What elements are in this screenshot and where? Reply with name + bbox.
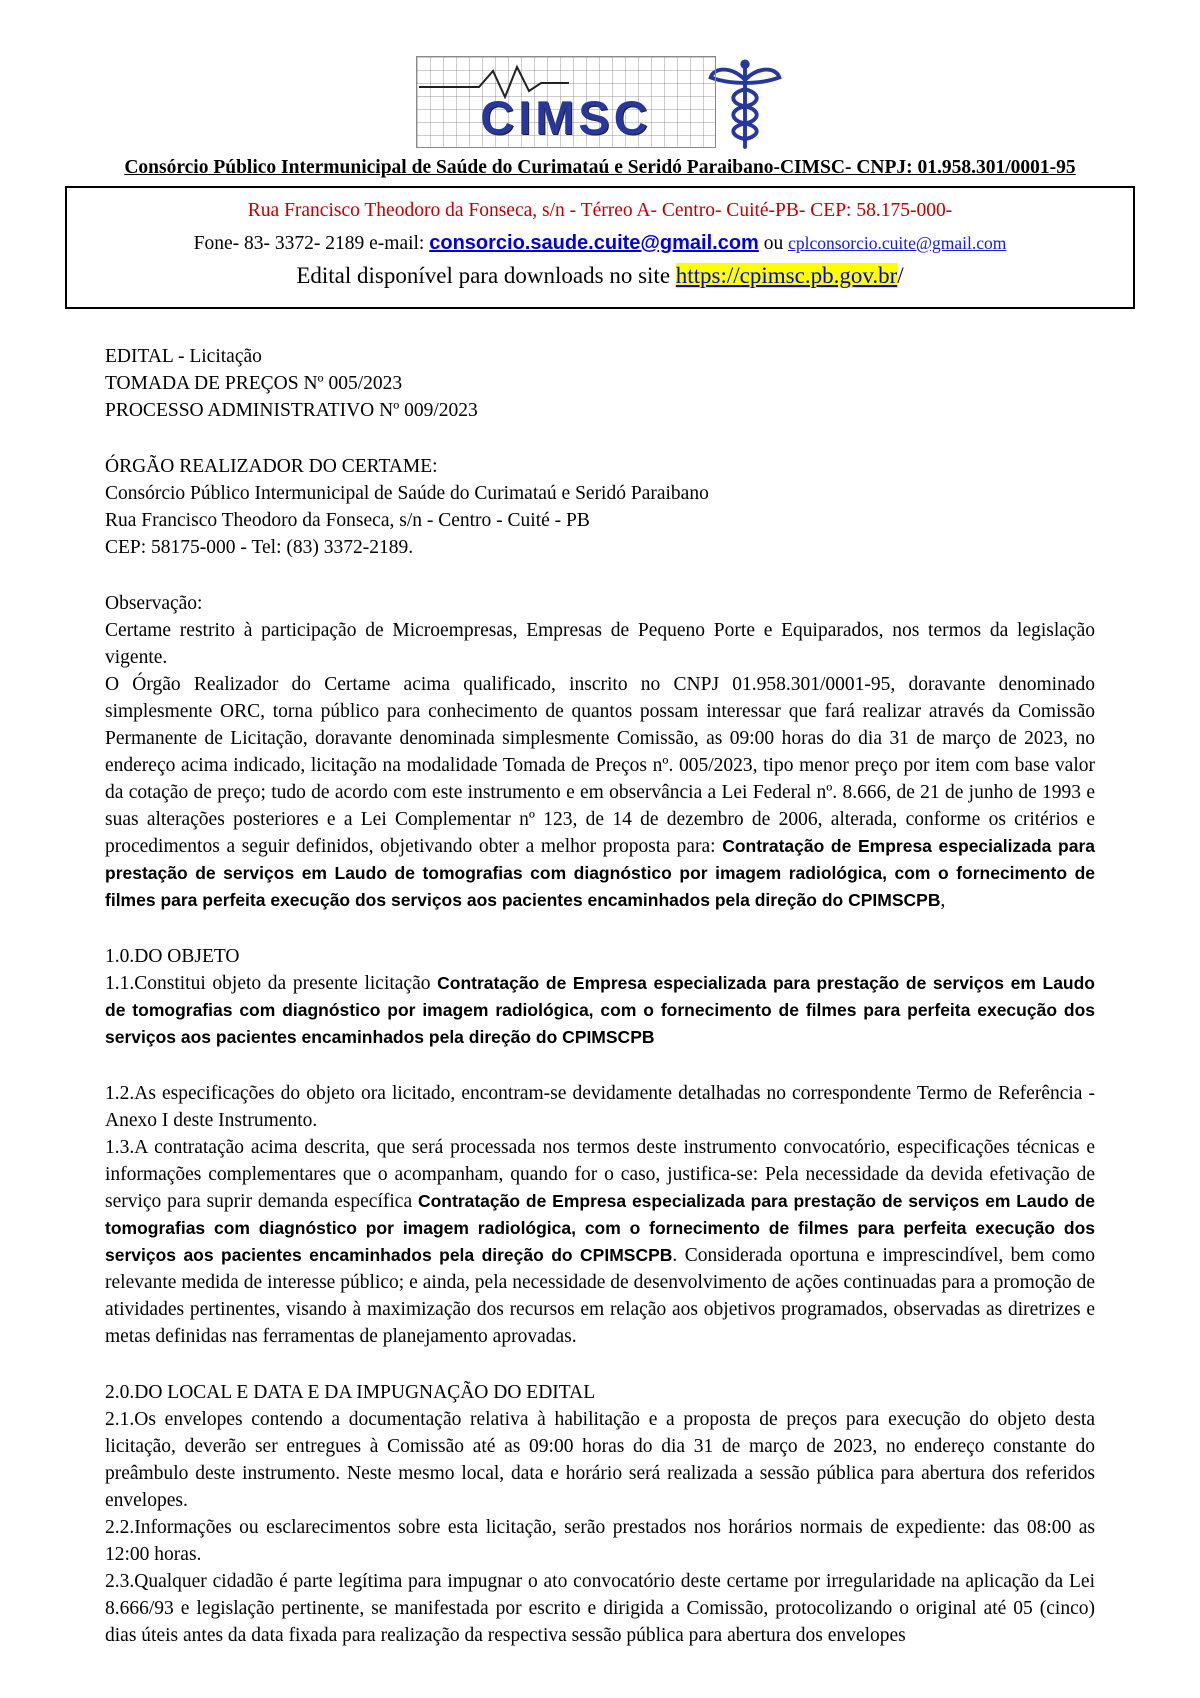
section-1-heading: 1.0.DO OBJETO (105, 946, 240, 968)
document-header (0, 52, 1200, 309)
edital-download-line (91, 259, 1109, 294)
item-1-3-normal-text-2: . Considerada oportuna e imprescindível, bem como relevante medida de interesse público; e ainda, pela necessidade de desenvolvimento de ações continuadas para a promoção de atividades pertinentes, visando à maximização dos recursos em relação aos objetivos programados, observadas as diretrizes e metas definidas nas ferramentas de planejamento aprovadas. (105, 1245, 1095, 1348)
intro-object-bold-text: Contratação de Empresa especializada para prestação de serviços em Laudo de tomografias com diagnóstico por imagem radiológica, com o fornecimento de filmes para perfeita execução dos serviços aos pacientes encaminhados pela direção do CPIMSCPB (105, 836, 1095, 911)
document-body (105, 343, 1095, 1649)
section-2-local-data-block (105, 1379, 1095, 1649)
edital-title-line: EDITAL - Licitação (105, 346, 262, 368)
caduceus-icon (706, 56, 784, 152)
edital-suffix-text: / (897, 262, 904, 288)
section-2-heading: 2.0.DO LOCAL E DATA E DA IMPUGNAÇÃO DO EDITAL (105, 1382, 596, 1404)
paragraph-1-3 (105, 1134, 1095, 1350)
email-separator: ou (758, 232, 789, 254)
tomada-precos-line: TOMADA DE PREÇOS Nº 005/2023 (105, 373, 403, 395)
intro-suffix-text: , (940, 890, 946, 912)
address-line: Rua Francisco Theodoro da Fonseca, s/n - Térreo A- Centro- Cuité-PB- CEP: 58.175-000- (247, 200, 953, 222)
logo-grid-box (416, 56, 716, 148)
edital-heading-block (105, 343, 1095, 424)
phone-text: Fone- 83- 3372- 2189 e-mail: (193, 232, 430, 254)
paragraph-2-1: 2.1.Os envelopes contendo a documentação relativa à habilitação e a proposta de preços para execução do objeto desta licitação, deverão ser entregues à Comissão até as 09:00 horas do dia 31 de março de 2023, no endereço constante do preâmbulo deste instrumento. Neste mesmo local, data e horário será realizada a sessão pública para abertura dos referidos envelopes. (105, 1409, 1095, 1512)
orgao-cep-tel-line: CEP: 58175-000 - Tel: (83) 3372-2189. (105, 537, 414, 559)
item-1-1-object-bold-text: Contratação de Empresa especializada para prestação de serviços em Laudo de tomografias com diagnóstico por imagem radiológica, com o fornecimento de filmes para perfeita execução dos serviços aos pacientes encaminhados pela direção do CPIMSCPB (105, 973, 1095, 1048)
observacao-intro-block (105, 590, 1095, 914)
logo-text: CIMSC (480, 91, 652, 144)
paragraph-2-2: 2.2.Informações ou esclarecimentos sobre esta licitação, serão prestados nos horários normais de expediente: das 08:00 as 12:00 horas. (105, 1517, 1095, 1566)
orgao-title: ÓRGÃO REALIZADOR DO CERTAME: (105, 456, 438, 478)
intro-paragraph (105, 671, 1095, 914)
email-link-secondary[interactable]: cplconsorcio.cuite@gmail.com (788, 232, 1007, 253)
item-1-3-normal-text-1: 1.3.A contratação acima descrita, que será processada nos termos deste instrumento convocatório, especificações técnicas e informações complementares que o acompanham, quando for o caso, justifica-se: Pela necessidade da devida efetivação de serviço para suprir demanda específica (105, 1137, 1095, 1213)
edital-prefix-text: Edital disponível para downloads no site (296, 262, 676, 288)
processo-administrativo-line: PROCESSO ADMINISTRATIVO Nº 009/2023 (105, 400, 478, 422)
item-1-1-normal-text: 1.1.Constitui objeto da presente licitação (105, 973, 438, 995)
item-1-3-object-bold-text: Contratação de Empresa especializada para prestação de serviços em Laudo de tomografias com diagnóstico por imagem radiológica, com o fornecimento de filmes para perfeita execução dos serviços aos pacientes encaminhados pela direção do CPIMSCPB (105, 1191, 1095, 1266)
cimsc-logo (0, 52, 1200, 152)
paragraph-1-2: 1.2.As especificações do objeto ora licitado, encontram-se devidamente detalhadas no correspondente Termo de Referência - Anexo I deste Instrumento. (105, 1083, 1095, 1132)
orgao-realizador-block (105, 453, 1095, 561)
observacao-paragraph: Certame restrito à participação de Microempresas, Empresas de Pequeno Porte e Equiparados, nos termos da legislação vigente. (105, 620, 1095, 669)
edital-download-link[interactable]: https://cpimsc.pb.gov.br (675, 262, 898, 288)
intro-normal-text: O Órgão Realizador do Certame acima qualificado, inscrito no CNPJ 01.958.301/0001-95, doravante denominado simplesmente ORC, torna público para conhecimento de quantos possam interessar que fará realizar através da Comissão Permanente de Licitação, doravante denominada simplesmente Comissão, as 09:00 horas do dia 31 de março de 2023, no endereço acima indicado, licitação na modalidade Tomada de Preços nº. 005/2023, tipo menor preço por item com base valor da cotação de preço; tudo de acordo com este instrumento e em observância a Lei Federal nº. 8.666, de 21 de junho de 1993 e suas alterações posteriores e a Lei Complementar nº 123, de 14 de dezembro de 2006, alterada, conforme os critérios e procedimentos a seguir definidos, objetivando obter a melhor proposta para: (105, 674, 1095, 858)
paragraph-1-1 (105, 970, 1095, 1051)
phone-email-line (91, 227, 1109, 259)
consortium-title: Consórcio Público Intermunicipal de Saúde do Curimataú e Seridó Paraibano-CIMSC- CNPJ: 01.958.301/0001-95 (124, 157, 1076, 178)
orgao-name-line: Consórcio Público Intermunicipal de Saúde do Curimataú e Seridó Paraibano (105, 483, 709, 505)
observacao-label: Observação: (105, 593, 203, 615)
paragraph-2-3: 2.3.Qualquer cidadão é parte legítima para impugnar o ato convocatório deste certame por irregularidade na aplicação da Lei 8.666/93 e legislação pertinente, se manifestada por escrito e dirigida a Comissão, protocolizando o original até 05 (cinco) dias úteis antes da data fixada para realização da respectiva sessão pública para abertura dos envelopes (105, 1571, 1095, 1647)
email-link-primary[interactable]: consorcio.saude.cuite@gmail.com (429, 231, 759, 254)
orgao-address-line: Rua Francisco Theodoro da Fonseca, s/n - Centro - Cuité - PB (105, 510, 590, 532)
section-1-objeto-block (105, 943, 1095, 1051)
header-info-box (65, 186, 1135, 309)
section-1-details-block (105, 1080, 1095, 1350)
